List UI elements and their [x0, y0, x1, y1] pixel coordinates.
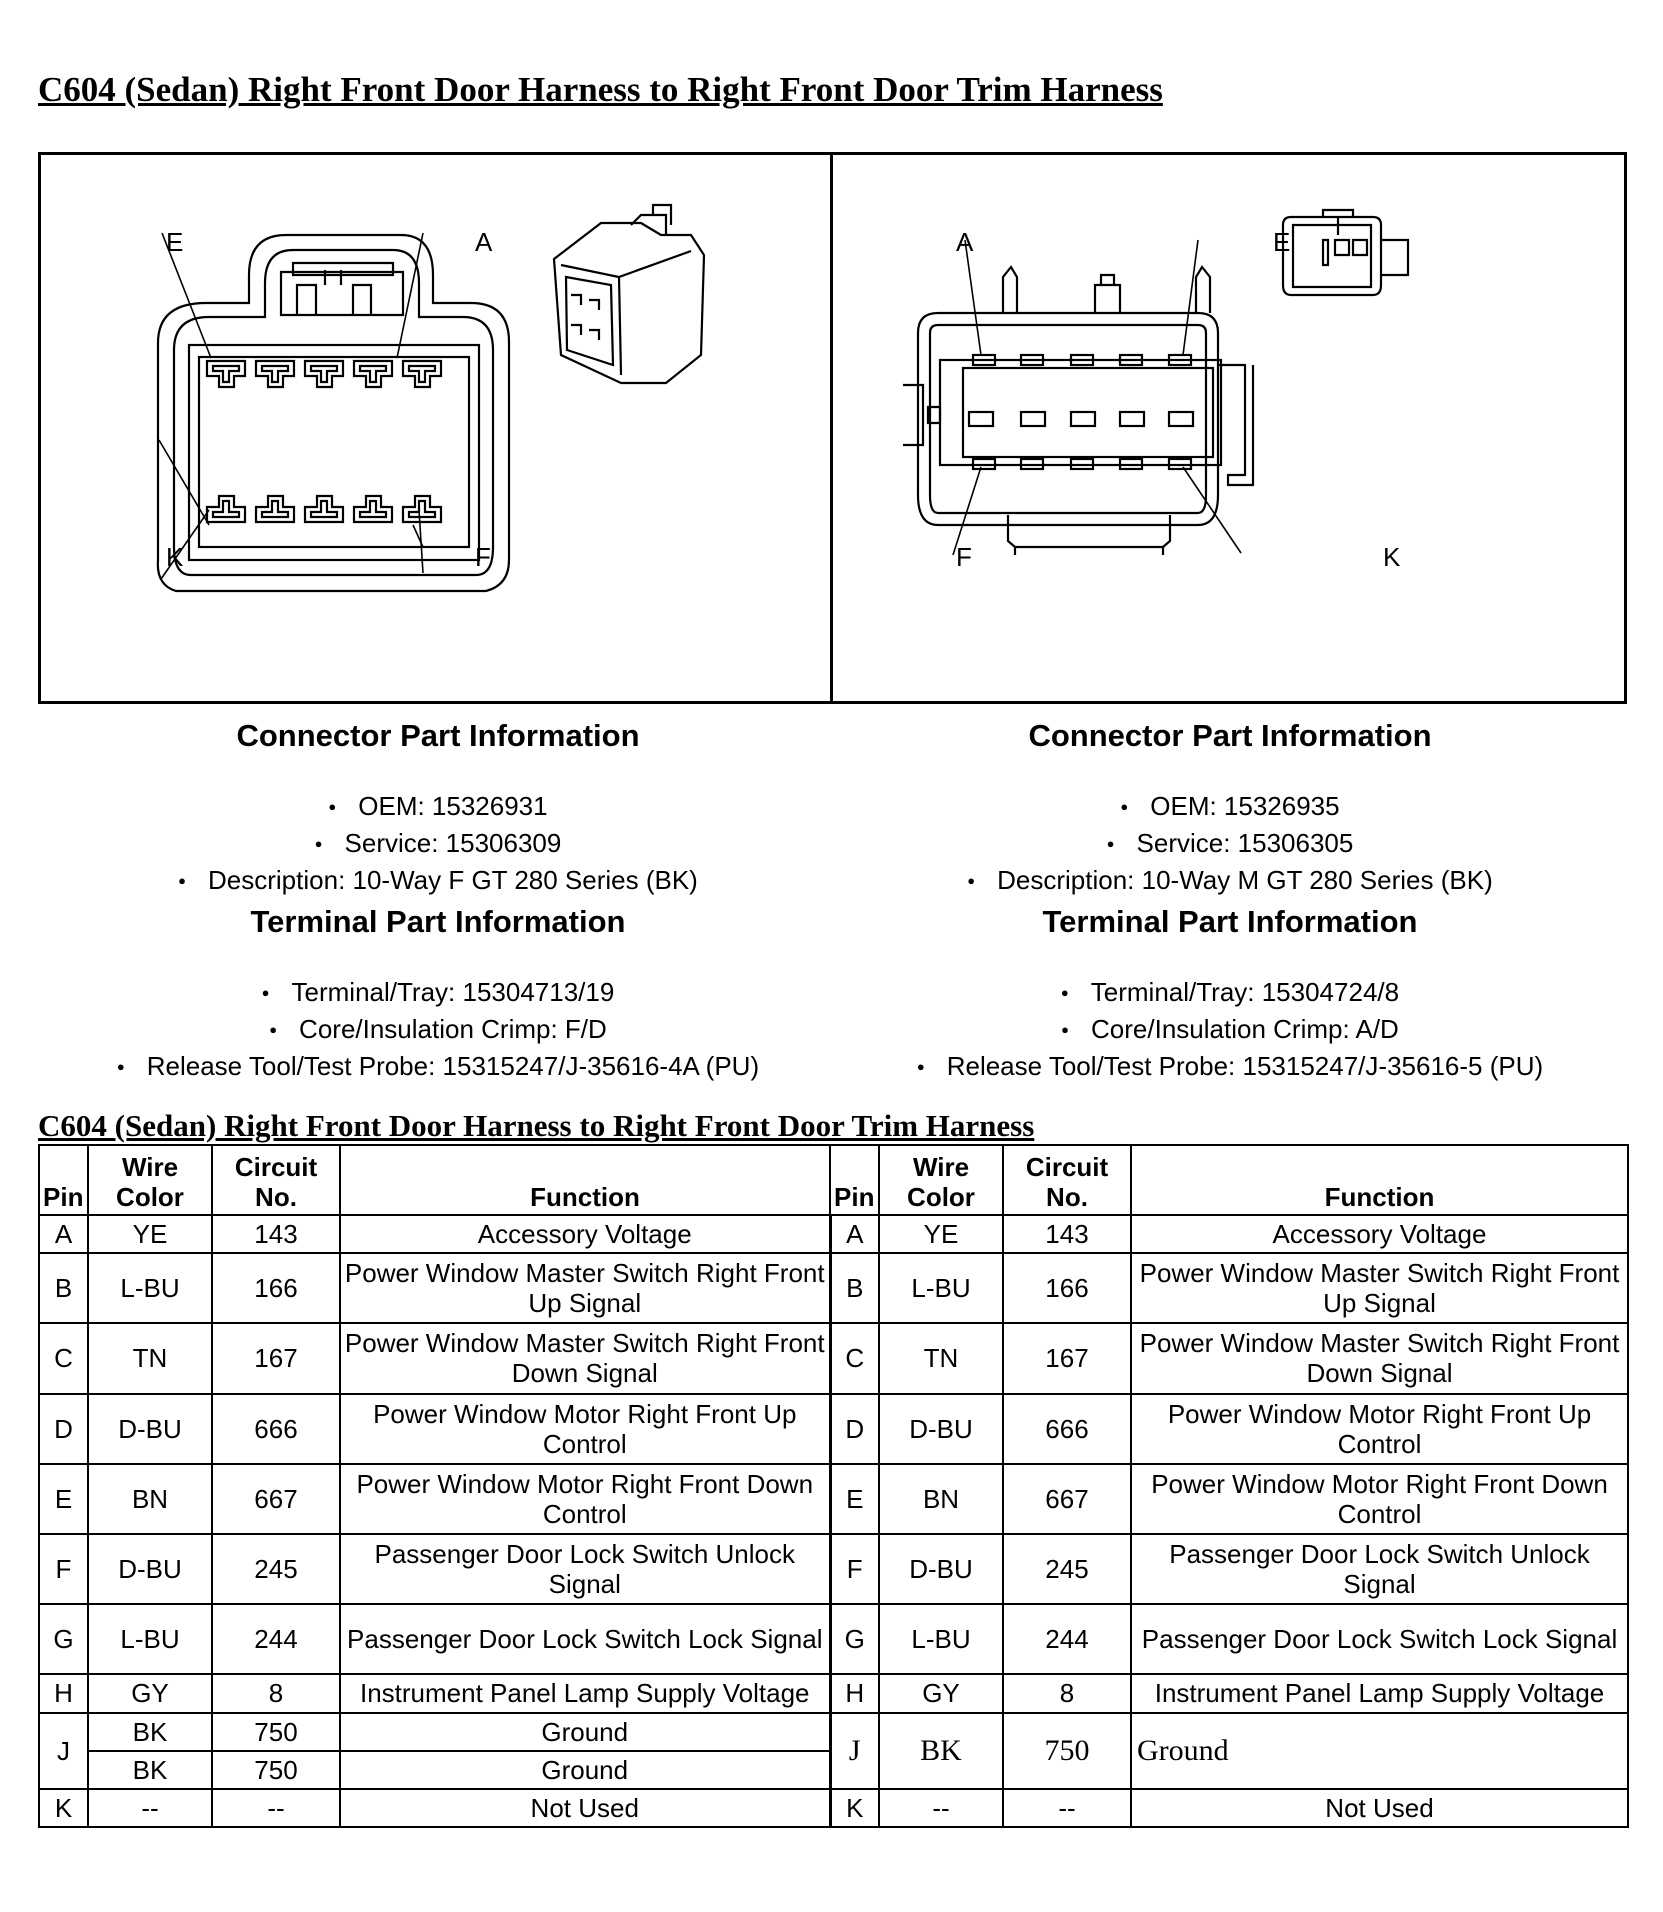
release-tool-item: ● Release Tool/Test Probe: 15315247/J-35616-4A (PU): [78, 1048, 798, 1085]
table-row: [39, 1604, 1628, 1674]
terminal-tray-item: ● Terminal/Tray: 15304724/8: [870, 974, 1590, 1011]
right-label-bottom-left: F: [956, 542, 972, 572]
terminal-heading: Terminal Part Information: [1042, 904, 1418, 939]
connector-heading: Connector Part Information: [236, 718, 640, 753]
function-cell: Power Window Master Switch Right Front Up Signal: [1131, 1253, 1628, 1323]
circuit-cell: 8: [212, 1674, 340, 1712]
pin-cell: K: [39, 1789, 88, 1827]
table-row: [39, 1253, 1628, 1323]
pin-cell: H: [39, 1674, 88, 1712]
function-cell: Power Window Motor Right Front Down Control: [1131, 1464, 1628, 1534]
table-row-j: [39, 1713, 1628, 1751]
pin-cell: K: [830, 1789, 879, 1827]
circuit-cell: 166: [212, 1253, 340, 1323]
pin-cell: J: [830, 1713, 879, 1789]
table-row-k: [39, 1789, 1628, 1827]
pin-cell: B: [39, 1253, 88, 1323]
wire-color-cell: D-BU: [88, 1394, 212, 1464]
circuit-cell: 667: [212, 1464, 340, 1534]
pin-cell: A: [830, 1215, 879, 1253]
wire-color-cell: L-BU: [879, 1253, 1003, 1323]
release-tool-item: ● Release Tool/Test Probe: 15315247/J-35616-5 (PU): [870, 1048, 1590, 1085]
wire-color-cell: TN: [879, 1323, 1003, 1393]
table-row: [39, 1394, 1628, 1464]
connector-items: [870, 788, 1590, 899]
circuit-cell: 8: [1003, 1674, 1131, 1712]
function-cell: Accessory Voltage: [1131, 1215, 1628, 1253]
circuit-cell: 166: [1003, 1253, 1131, 1323]
wire-color-cell: GY: [879, 1674, 1003, 1712]
left-label-bottom-left: K: [166, 542, 184, 572]
description-item: ● Description: 10-Way F GT 280 Series (BK): [78, 862, 798, 899]
pin-cell: E: [39, 1464, 88, 1534]
pin-cell: A: [39, 1215, 88, 1253]
pin-cell: C: [39, 1323, 88, 1393]
wire-color-cell: BK: [88, 1713, 212, 1751]
table-body: [39, 1215, 1628, 1827]
function-cell: Ground: [340, 1713, 830, 1751]
wire-color-cell: D-BU: [88, 1534, 212, 1604]
circuit-cell: 245: [1003, 1534, 1131, 1604]
table-header-row: [39, 1145, 1628, 1215]
crimp-item: ● Core/Insulation Crimp: F/D: [78, 1011, 798, 1048]
wire-color-cell: YE: [879, 1215, 1003, 1253]
oem-item: ● OEM: 15326931: [78, 788, 798, 825]
function-cell: Passenger Door Lock Switch Lock Signal: [1131, 1604, 1628, 1674]
service-item: ● Service: 15306305: [870, 825, 1590, 862]
left-connector-diagram: [41, 155, 830, 701]
right-label-top-left: A: [956, 227, 974, 257]
right-label-bottom-right: K: [1383, 542, 1401, 572]
wire-color-cell: L-BU: [88, 1604, 212, 1674]
function-header: Function: [1131, 1145, 1628, 1215]
right-connector-info: [870, 716, 1590, 1085]
circuit-cell: 143: [212, 1215, 340, 1253]
table-row: [39, 1215, 1628, 1253]
pin-cell: D: [830, 1394, 879, 1464]
table-row: [39, 1464, 1628, 1534]
pin-cell: G: [39, 1604, 88, 1674]
left-label-top-right: A: [475, 227, 493, 257]
circuit-header: Circuit No.: [212, 1145, 340, 1215]
wire-color-cell: BN: [88, 1464, 212, 1534]
function-cell: Accessory Voltage: [340, 1215, 830, 1253]
pin-cell: B: [830, 1253, 879, 1323]
circuit-cell: 167: [1003, 1323, 1131, 1393]
table-row: [39, 1674, 1628, 1712]
pin-cell: F: [39, 1534, 88, 1604]
circuit-header: Circuit No.: [1003, 1145, 1131, 1215]
right-label-top-right: E: [1273, 227, 1291, 257]
function-cell: Passenger Door Lock Switch Lock Signal: [340, 1604, 830, 1674]
function-cell: Passenger Door Lock Switch Unlock Signal: [340, 1534, 830, 1604]
wire-color-cell: D-BU: [879, 1534, 1003, 1604]
function-cell: Not Used: [340, 1789, 830, 1827]
circuit-cell: 666: [1003, 1394, 1131, 1464]
pin-cell: J: [39, 1713, 88, 1789]
right-connector-diagram: [833, 155, 1627, 701]
wire-color-cell: D-BU: [879, 1394, 1003, 1464]
pin-cell: C: [830, 1323, 879, 1393]
circuit-cell: 667: [1003, 1464, 1131, 1534]
table-row: [39, 1534, 1628, 1604]
wire-color-cell: BK: [88, 1751, 212, 1789]
wire-color-cell: BK: [879, 1713, 1003, 1789]
connector-diagrams: [38, 152, 1627, 704]
function-cell: Ground: [340, 1751, 830, 1789]
left-connector-info: [78, 716, 798, 1085]
wire-color-cell: L-BU: [88, 1253, 212, 1323]
wire-color-header: Wire Color: [879, 1145, 1003, 1215]
crimp-item: ● Core/Insulation Crimp: A/D: [870, 1011, 1590, 1048]
function-cell: Power Window Master Switch Right Front Down Signal: [340, 1323, 830, 1393]
circuit-cell: 750: [212, 1713, 340, 1751]
wire-color-cell: --: [88, 1789, 212, 1827]
pin-cell: F: [830, 1534, 879, 1604]
function-cell: Ground: [1131, 1713, 1628, 1789]
function-cell: Power Window Motor Right Front Up Control: [340, 1394, 830, 1464]
wire-color-cell: YE: [88, 1215, 212, 1253]
wire-color-cell: GY: [88, 1674, 212, 1712]
wire-color-header: Wire Color: [88, 1145, 212, 1215]
pin-cell: H: [830, 1674, 879, 1712]
function-cell: Power Window Master Switch Right Front Down Signal: [1131, 1323, 1628, 1393]
table-row: [39, 1323, 1628, 1393]
connector-items: [78, 788, 798, 899]
pin-header: Pin: [39, 1145, 88, 1215]
circuit-cell: 750: [1003, 1713, 1131, 1789]
terminal-items: [870, 974, 1590, 1085]
page-title: C604 (Sedan) Right Front Door Harness to Right Front Door Trim Harness: [38, 70, 1163, 109]
pinout-table: [38, 1144, 1629, 1828]
function-cell: Instrument Panel Lamp Supply Voltage: [1131, 1674, 1628, 1712]
connector-heading: Connector Part Information: [1028, 718, 1432, 753]
wire-color-cell: BN: [879, 1464, 1003, 1534]
circuit-cell: --: [1003, 1789, 1131, 1827]
function-cell: Power Window Motor Right Front Up Control: [1131, 1394, 1628, 1464]
description-item: ● Description: 10-Way M GT 280 Series (BK): [870, 862, 1590, 899]
wire-color-cell: --: [879, 1789, 1003, 1827]
circuit-cell: 245: [212, 1534, 340, 1604]
function-cell: Power Window Master Switch Right Front Up Signal: [340, 1253, 830, 1323]
terminal-items: [78, 974, 798, 1085]
wire-color-cell: TN: [88, 1323, 212, 1393]
terminal-heading: Terminal Part Information: [250, 904, 626, 939]
circuit-cell: 666: [212, 1394, 340, 1464]
function-cell: Passenger Door Lock Switch Unlock Signal: [1131, 1534, 1628, 1604]
function-cell: Instrument Panel Lamp Supply Voltage: [340, 1674, 830, 1712]
left-label-top-left: E: [166, 227, 184, 257]
terminal-tray-item: ● Terminal/Tray: 15304713/19: [78, 974, 798, 1011]
function-cell: Not Used: [1131, 1789, 1628, 1827]
pin-cell: D: [39, 1394, 88, 1464]
circuit-cell: 143: [1003, 1215, 1131, 1253]
pin-cell: G: [830, 1604, 879, 1674]
function-cell: Power Window Motor Right Front Down Control: [340, 1464, 830, 1534]
circuit-cell: --: [212, 1789, 340, 1827]
table-title: C604 (Sedan) Right Front Door Harness to Right Front Door Trim Harness: [38, 1108, 1035, 1143]
circuit-cell: 244: [1003, 1604, 1131, 1674]
circuit-cell: 244: [212, 1604, 340, 1674]
circuit-cell: 167: [212, 1323, 340, 1393]
oem-item: ● OEM: 15326935: [870, 788, 1590, 825]
circuit-cell: 750: [212, 1751, 340, 1789]
pin-header: Pin: [830, 1145, 879, 1215]
pin-cell: E: [830, 1464, 879, 1534]
wire-color-cell: L-BU: [879, 1604, 1003, 1674]
service-item: ● Service: 15306309: [78, 825, 798, 862]
left-label-bottom-right: F: [475, 542, 491, 572]
function-header: Function: [340, 1145, 830, 1215]
